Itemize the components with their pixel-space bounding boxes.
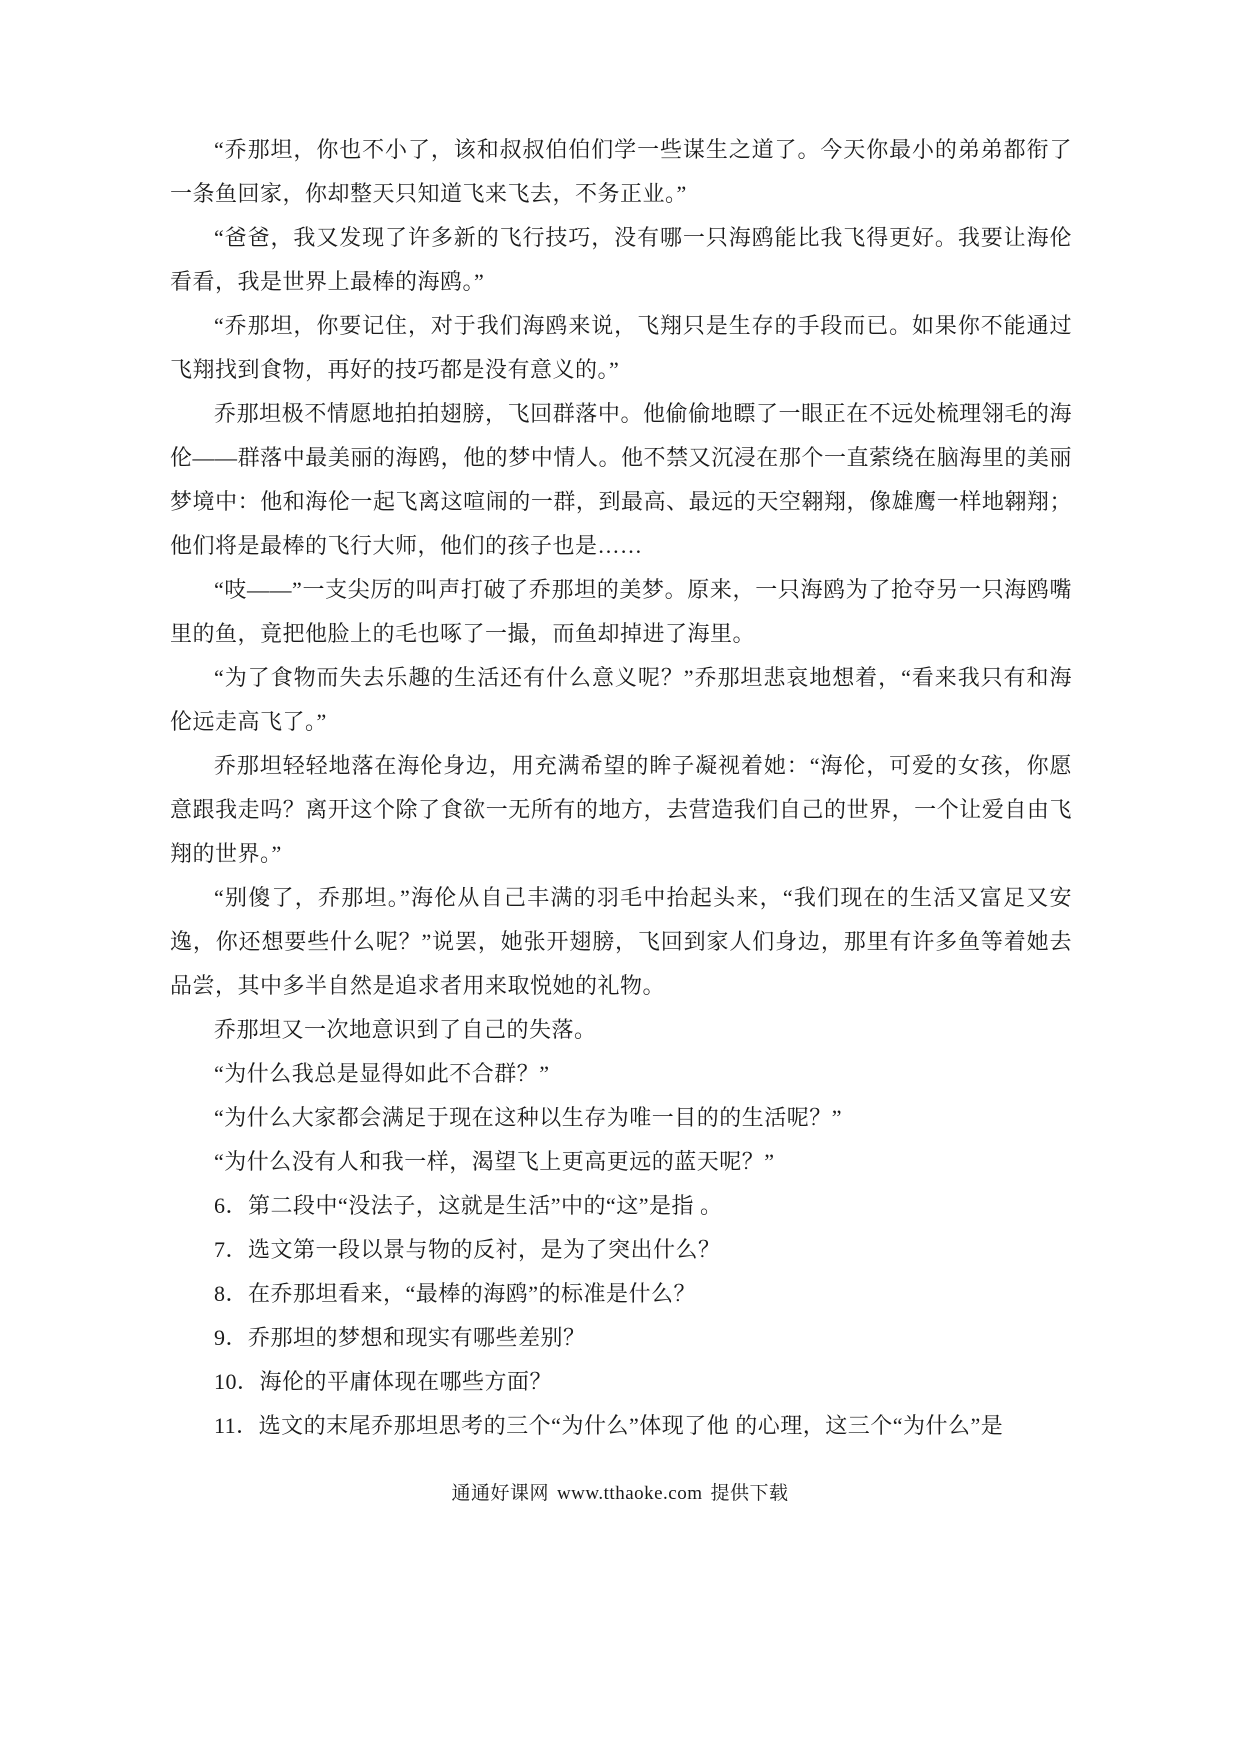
paragraph: “乔那坦，你也不小了，该和叔叔伯伯们学一些谋生之道了。今天你最小的弟弟都衔了一条鱼回家，你却整天只知道飞来飞去，不务正业。” <box>170 137 1072 206</box>
page-footer <box>0 1478 1240 1505</box>
paragraph: “为什么大家都会满足于现在这种以生存为唯一目的的生活呢？” <box>214 1105 843 1130</box>
paragraph: “为了食物而失去乐趣的生活还有什么意义呢？”乔那坦悲哀地想着，“看来我只有和海伦远走高飞了。” <box>170 665 1072 734</box>
question-item-11: 11．选文的末尾乔那坦思考的三个“为什么”体现了他 的心理，这三个“为什么”是 <box>214 1413 1004 1438</box>
paragraph: “为什么我总是显得如此不合群？” <box>214 1061 550 1086</box>
paragraph: “乔那坦，你要记住，对于我们海鸥来说，飞翔只是生存的手段而已。如果你不能通过飞翔找到食物，再好的技巧都是没有意义的。” <box>170 313 1072 382</box>
footer-url: www.tthaoke.com <box>556 1483 703 1504</box>
question-item-8: 8．在乔那坦看来，“最棒的海鸥”的标准是什么？ <box>214 1281 697 1306</box>
paragraph: 乔那坦轻轻地落在海伦身边，用充满希望的眸子凝视着她：“海伦，可爱的女孩，你愿意跟我走吗？离开这个除了食欲一无所有的地方，去营造我们自己的世界，一个让爱自由飞翔的世界。” <box>170 753 1072 866</box>
footer-download-label: 提供下载 <box>710 1483 789 1504</box>
question-item-9: 9．乔那坦的梦想和现实有哪些差别？ <box>214 1325 586 1350</box>
paragraph: “为什么没有人和我一样，渴望飞上更高更远的蓝天呢？” <box>214 1149 775 1174</box>
paragraph: “吱——”一支尖厉的叫声打破了乔那坦的美梦。原来，一只海鸥为了抢夺另一只海鸥嘴里的鱼，竟把他脸上的毛也啄了一撮，而鱼却掉进了海里。 <box>170 577 1072 646</box>
question-item-7: 7．选文第一段以景与物的反衬，是为了突出什么？ <box>214 1237 721 1262</box>
paragraph: “别傻了，乔那坦。”海伦从自己丰满的羽毛中抬起头来，“我们现在的生活又富足又安逸，你还想要些什么呢？”说罢，她张开翅膀，飞回到家人们身边，那里有许多鱼等着她去品尝，其中多半自然是追求者用来取悦她的礼物。 <box>170 885 1072 998</box>
footer-site-name: 通通好课网 <box>451 1483 549 1504</box>
paragraph: 乔那坦极不情愿地拍拍翅膀，飞回群落中。他偷偷地瞟了一眼正在不远处梳理翎毛的海伦——群落中最美丽的海鸥，他的梦中情人。他不禁又沉浸在那个一直萦绕在脑海里的美丽梦境中：他和海伦一起飞离这喧闹的一群，到最高、最远的天空翱翔，像雄鹰一样地翱翔；他们将是最棒的飞行大师，他们的孩子也是…… <box>170 401 1072 558</box>
question-item-10: 10．海伦的平庸体现在哪些方面？ <box>214 1369 553 1394</box>
paragraph: 乔那坦又一次地意识到了自己的失落。 <box>214 1017 597 1042</box>
question-item-6: 6．第二段中“没法子，这就是生活”中的“这”是指 。 <box>214 1193 723 1218</box>
paragraph: “爸爸，我又发现了许多新的飞行技巧，没有哪一只海鸥能比我飞得更好。我要让海伦看看，我是世界上最棒的海鸥。” <box>170 225 1072 294</box>
document-body <box>170 128 1072 1448</box>
